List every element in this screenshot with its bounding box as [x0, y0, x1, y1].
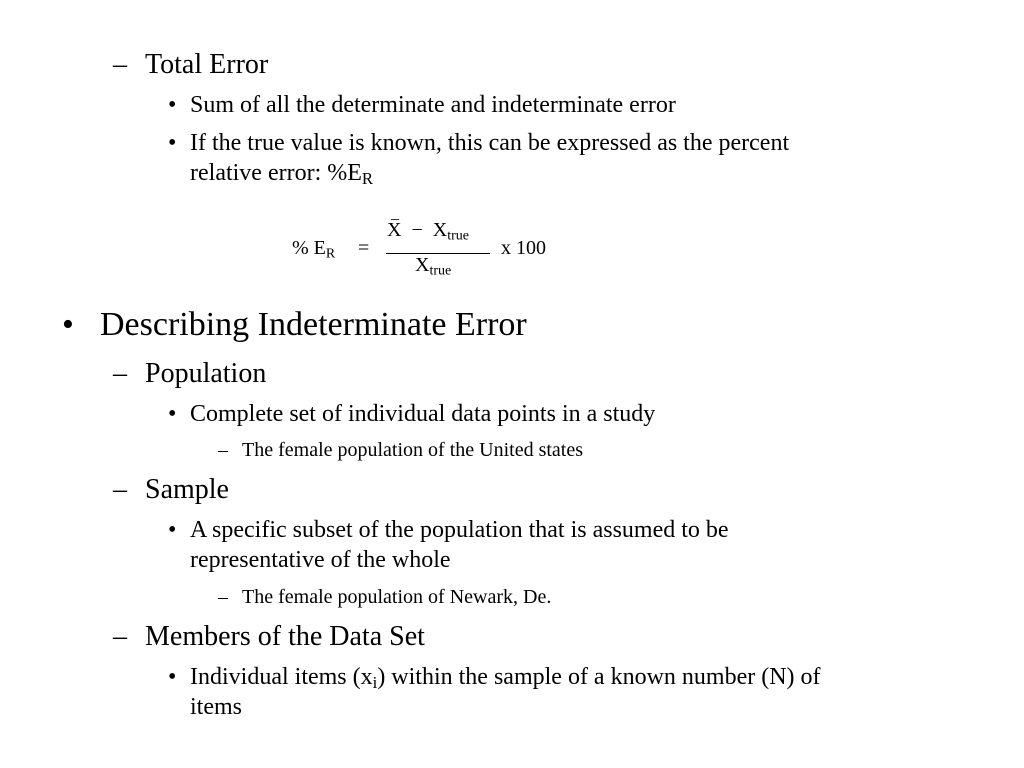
bullet: •: [168, 664, 177, 690]
members-item-line-1: Individual items $(x_i)$ within the sample of a known number (N) of: [190, 664, 821, 693]
bullet: •: [62, 306, 74, 343]
total-error-item-2-line-1: If the true value is known, this can be expressed as the percent: [190, 130, 790, 156]
sample-item-line-2: representative of the whole: [190, 547, 451, 573]
members-heading: Members of the Data Set: [145, 621, 425, 652]
dash-bullet: –: [113, 621, 127, 652]
population-example: The female population of the United states: [242, 439, 584, 461]
formula-multiplier: x 100: [501, 237, 546, 259]
bullet: •: [168, 92, 177, 118]
formula-numerator: $X - X_{true}$: [387, 219, 469, 244]
mean-bar: _: [391, 205, 399, 222]
sample-example: The female population of Newark, De.: [242, 586, 552, 608]
formula-equals: =: [358, 237, 370, 259]
total-error-heading: Total Error: [145, 49, 269, 80]
dash-bullet: –: [113, 474, 127, 505]
formula-denominator: $X_{true}$: [415, 254, 452, 279]
percent-relative-error-formula: [290, 205, 560, 285]
dash-bullet: –: [218, 439, 228, 461]
indeterminate-heading: Describing Indeterminate Error: [100, 306, 527, 343]
dash-bullet: –: [113, 358, 127, 389]
bullet: •: [168, 401, 177, 427]
sample-heading: Sample: [145, 474, 229, 505]
sample-item-line-1: A specific subset of the population that is assumed to be: [190, 517, 729, 543]
members-item-line-2: items: [190, 694, 242, 720]
population-heading: Population: [145, 358, 267, 389]
total-error-item-2-line-2: relative error: $\%E_R$: [190, 160, 374, 189]
dash-bullet: –: [113, 49, 127, 80]
dash-bullet: –: [218, 586, 228, 608]
bullet: •: [168, 130, 177, 156]
bullet: •: [168, 517, 177, 543]
total-error-item-1: Sum of all the determinate and indeterminate error: [190, 92, 676, 118]
formula-lhs: % $E_R$: [292, 237, 336, 262]
population-item: Complete set of individual data points in a study: [190, 401, 656, 427]
